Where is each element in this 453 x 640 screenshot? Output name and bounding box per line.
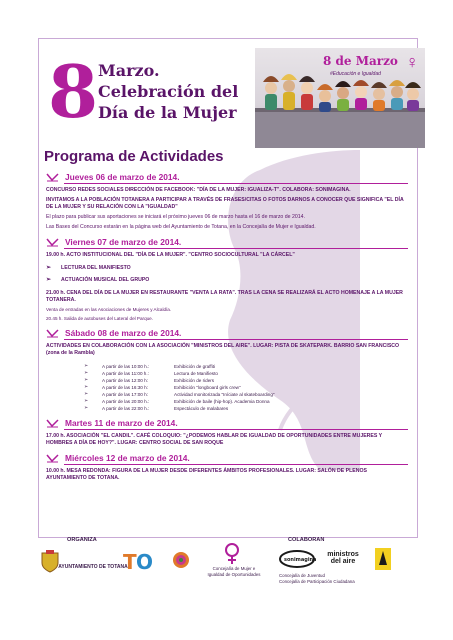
schedule-activity: Espectáculo de malabares [174,406,229,411]
arrow-bullet-icon: ➢ [84,377,89,383]
paragraph: El plazo para publicar sus aportaciones se iniciará el próximo jueves 06 de marzo hasta el 16 de marzo de 2014. [46,214,305,220]
totana-logo-icon [123,551,155,573]
schedule-time: A partir de las 20:00 h.: [102,399,150,404]
calendar-icon [46,237,59,247]
venus-logo-icon [223,543,241,565]
paragraph: 21.00 h. CENA DEL DÍA DE LA MUJER EN RESTAURANTE "VENTA LA RATA". TRAS LA CENA SE REALIZARÁ EL ACTO HOMENAJE A LA MUJER TOTANERA. [46,290,403,303]
schedule-activity: Exhibición de graffiti [174,364,216,369]
arrow-bullet-icon: ➢ [46,277,52,283]
paragraph: ACTIVIDADES EN COLABORACIÓN CON LA ASOCIACIÓN "MINISTROS DEL AIRE". LUGAR: PISTA DE SKATEPARK. BARRIO SAN FRANCISCO (zona de la Rambla) [46,343,400,356]
schedule-row [84,398,408,405]
divider [64,464,408,465]
el-candil-logo-icon [374,547,392,571]
list-item-text: ACTUACIÓN MUSICAL DEL GRUPO [61,276,150,283]
date-label: Sábado 08 de marzo de 2014. [65,328,182,338]
svg-text:sonimagina: sonimagina [284,557,316,563]
divider [64,183,408,184]
sonimagina-logo-icon [278,549,316,569]
colaboran-label: COLABORAN [288,537,325,543]
title-line-3: Día de la Mujer [98,103,237,122]
paragraph: 17.00 h. ASOCIACIÓN "EL CANDIL". CAFÉ COLOQUIO: "¿PODEMOS HABLAR DE IGUALDAD DE OPORTUNIDADES ENTRE MUJERES Y HOMBRES A DÍA DE HOY?". LUGAR: CENTRO SOCIAL DE SAN ROQUE [46,433,383,446]
date-heading [46,418,408,428]
title-line-2: Celebración del [98,82,239,101]
schedule-row [84,370,408,377]
calendar-icon [46,328,59,338]
date-heading [46,172,408,182]
calendar-icon [46,418,59,428]
date-heading [46,328,408,338]
schedule-row [84,384,408,391]
schedule-list [84,363,408,412]
note: 20.45 h. Salida de autobuses del Lateral del Parque. [46,316,154,321]
schedule-row [84,363,408,370]
arrow-bullet-icon: ➢ [46,265,52,271]
poster-subtitle: #Educación e Igualdad [330,71,381,77]
program-title: Programa de Actividades [44,148,224,165]
social-logo-icon [172,551,190,569]
schedule-time: A partir de las 11:00 h.: [102,371,149,376]
list-item-text: LECTURA DEL MANIFIESTO [61,264,131,271]
poster-title: 8 de Marzo [323,54,398,68]
ayuntamiento-label: AYUNTAMIENTO DE TOTANA [58,564,128,570]
schedule-time: A partir de las 16:30 h: [102,385,148,390]
schedule-time: A partir de las 22:00 h.: [102,406,150,411]
coat-of-arms-icon [40,549,60,573]
schedule-time: A partir de las 12:00 h: [102,378,148,383]
program-content [46,166,408,482]
schedule-row [84,377,408,384]
divider [64,429,408,430]
footer-logos [30,535,425,605]
list-item [46,264,408,271]
schedule-activity: Exhibición "longboard girls crew" [174,385,241,390]
women-poster-image [255,48,425,148]
ministros-logo: ministros del aire [327,551,359,565]
paragraph: INVITAMOS A LA POBLACIÓN TOTANERA A PARTICIPAR A TRAVÉS DE FRASES/CITAS O FOTOS DARNOS A CONOCER QUE SIGNIFICA "EL DÍA DE LA MUJER Y SU RELACIÓN CON LA "IGUALDAD" [46,197,404,210]
calendar-icon [46,453,59,463]
arrow-bullet-icon: ➢ [84,363,89,369]
schedule-row [84,405,408,412]
schedule-time: A partir de las 17:00 h: [102,392,148,397]
schedule-time: A partir de las 10:00 h.: [102,364,150,369]
svg-text:O: O [136,551,154,573]
divider [64,248,408,249]
venus-symbol-icon: ♀ [405,52,419,72]
schedule-activity: Exhibición de riders [174,378,215,383]
title-line-1: Marzo. [98,61,160,80]
paragraph: CONCURSO REDES SOCIALES DIRECCIÓN DE FACEBOOK: "DÍA DE LA MUJER: IGUALIZA-T". COLABORA: SONIMAGINA. [46,187,351,193]
schedule-activity: Exhibición de baile (hip-hop). Academia Donna [174,399,270,404]
schedule-activity: Lectura de Manifiesto [174,371,218,376]
note: Venta de entradas en las Asociaciones de Mujeres y Alcaldía. [46,307,172,312]
date-heading [46,237,408,247]
date-label: Miércoles 12 de marzo de 2014. [65,453,190,463]
date-label: Jueves 06 de marzo de 2014. [65,172,180,182]
list-item [46,276,408,283]
date-heading [46,453,408,463]
concejalia-mujer-label: Concejalía de Mujer e Igualdad de Oportunidades [207,566,261,577]
schedule-activity: Actividad monitorizada "Iníciate al skateboarding" [174,392,275,397]
divider [64,339,408,340]
arrow-bullet-icon: ➢ [84,405,89,411]
calendar-icon [46,172,59,182]
paragraph: 19.00 h. ACTO INSTITUCIONAL DEL "DÍA DE LA MUJER". "CENTRO SOCIOCULTURAL "LA CÁRCEL" [46,252,295,258]
arrow-bullet-icon: ➢ [84,384,89,390]
event-title [98,60,248,123]
date-label: Viernes 07 de marzo de 2014. [65,237,182,247]
big-number: 8 [48,49,99,134]
arrow-bullet-icon: ➢ [84,370,89,376]
paragraph: Las Bases del Concurso estarán en la página web del Ayuntamiento de Totana, en la Concejalía de Mujer e Igualdad. [46,224,316,230]
concejalia-participacion-label: Concejalía de Participación Ciudadana [279,579,355,584]
paragraph: 10.00 h. MESA REDONDA: FIGURA DE LA MUJER DESDE DIFERENTES ÁMBITOS PROFESIONALES. LUGAR: SALÓN DE PLENOS AYUNTAMIENTO DE TOTANA. [46,468,367,481]
svg-text:T: T [123,551,137,573]
organiza-label: ORGANIZA [67,537,97,543]
arrow-bullet-icon: ➢ [84,398,89,404]
arrow-bullet-icon: ➢ [84,391,89,397]
schedule-row [84,391,408,398]
concejalia-juventud-label: Concejalía de Juventud [279,573,325,578]
date-label: Martes 11 de marzo de 2014. [65,418,178,428]
